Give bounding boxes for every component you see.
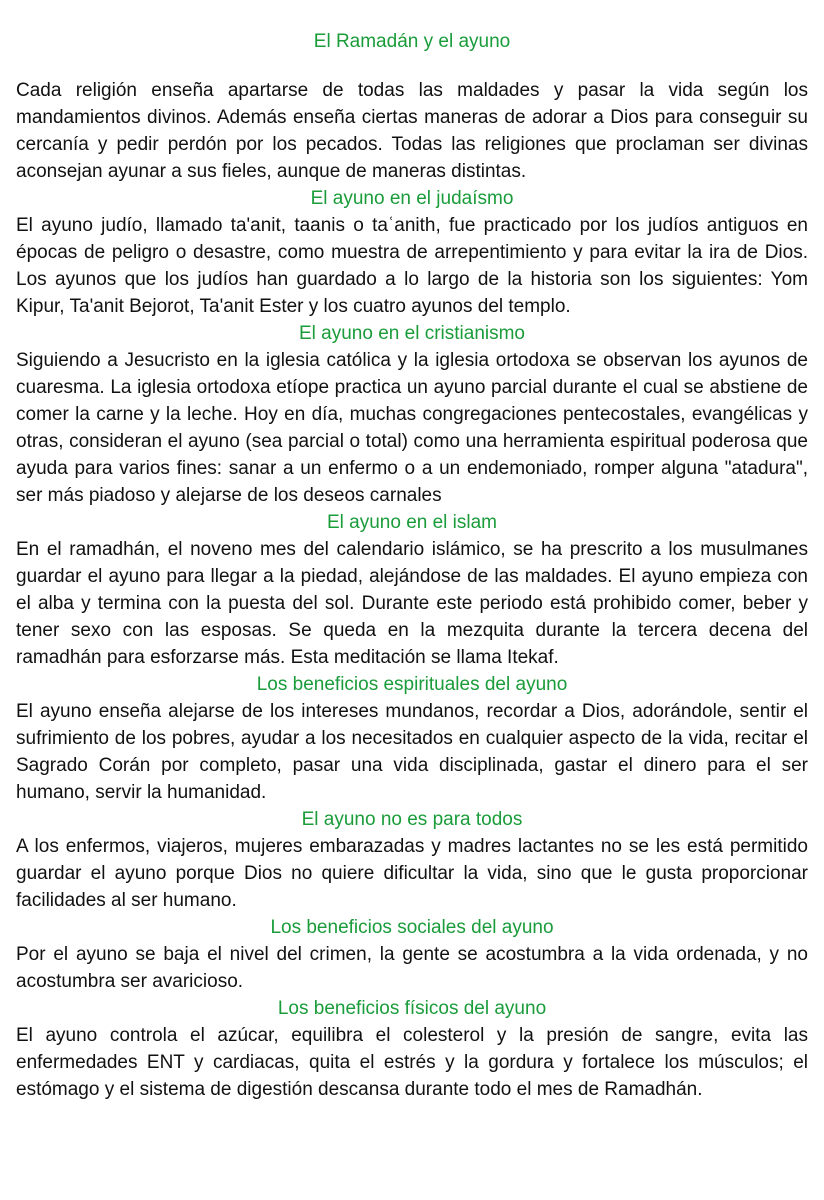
section-spiritual-benefits [16, 671, 808, 806]
section-heading: Los beneficios sociales del ayuno [270, 917, 554, 938]
section-heading: El ayuno en el judaísmo [310, 188, 514, 209]
section-physical-benefits [16, 995, 808, 1103]
section-paragraph: En el ramadhán, el noveno mes del calendario islámico, se ha prescrito a los musulmanes guardar el ayuno para llegar a la piedad, alejándose de las maldades. El ayuno empieza con el alba y termina con la puesta del sol. Durante este periodo está prohibido comer, beber y tener sexo con las esposas. Se queda en la mezquita durante la tercera decena del ramadhán para esforzarse más. Esta meditación se llama Itekaf. [16, 539, 808, 668]
section-heading: Los beneficios espirituales del ayuno [256, 674, 568, 695]
section-paragraph: El ayuno judío, llamado ta'anit, taanis o taʿanith, fue practicado por los judíos antiguos en épocas de peligro o desastre, como muestra de arrepentimiento y para evitar la ira de Dios. Los ayunos que los judíos han guardado a lo largo de la historia son los siguientes: Yom Kipur, Ta'anit Bejorot, Ta'anit Ester y los cuatro ayunos del templo. [16, 215, 808, 317]
intro-paragraph: Cada religión enseña apartarse de todas las maldades y pasar la vida según los mandamientos divinos. Además enseña ciertas maneras de adorar a Dios para conseguir su cercanía y pedir perdón por los pecados. Todas las religiones que proclaman ser divinas aconsejan ayunar a sus fieles, aunque de maneras distintas. [16, 80, 808, 182]
section-judaism [16, 185, 808, 320]
section-paragraph: El ayuno controla el azúcar, equilibra el colesterol y la presión de sangre, evita las enfermedades ENT y cardiacas, quita el estrés y la gordura y fortalece los músculos; el estómago y el sistema de digestión descansa durante todo el mes de Ramadhán. [16, 1025, 808, 1100]
section-paragraph: Siguiendo a Jesucristo en la iglesia católica y la iglesia ortodoxa se observan los ayunos de cuaresma. La iglesia ortodoxa etíope practica un ayuno parcial durante el cual se abstiene de comer la carne y la leche. Hoy en día, muchas congregaciones pentecostales, evangélicas y otras, consideran el ayuno (sea parcial o total) como una herramienta espiritual poderosa que ayuda para varios fines: sanar a un enfermo o a un endemoniado, romper alguna "atadura", ser más piadoso y alejarse de los deseos carnales [16, 350, 808, 506]
section-heading: Los beneficios físicos del ayuno [277, 998, 547, 1019]
section-social-benefits [16, 914, 808, 995]
section-christianity [16, 320, 808, 509]
document-title: El Ramadán y el ayuno [313, 31, 511, 52]
section-paragraph: El ayuno enseña alejarse de los intereses mundanos, recordar a Dios, adorándole, sentir el sufrimiento de los pobres, ayudar a los necesitados en cualquier aspecto de la vida, recitar el Sagrado Corán por completo, pasar una vida disciplinada, gastar el dinero para el ser humano, servir la humanidad. [16, 701, 808, 803]
section-heading: El ayuno en el islam [326, 512, 498, 533]
section-islam [16, 509, 808, 671]
section-paragraph: A los enfermos, viajeros, mujeres embarazadas y madres lactantes no se les está permitido guardar el ayuno porque Dios no quiere dificultar la vida, sino que le gusta proporcionar facilidades al ser humano. [16, 836, 808, 911]
section-paragraph: Por el ayuno se baja el nivel del crimen, la gente se acostumbra a la vida ordenada, y no acostumbra ser avaricioso. [16, 944, 808, 992]
section-heading: El ayuno en el cristianismo [299, 323, 525, 344]
section-heading: El ayuno no es para todos [301, 809, 523, 830]
section-not-for-everyone [16, 806, 808, 914]
